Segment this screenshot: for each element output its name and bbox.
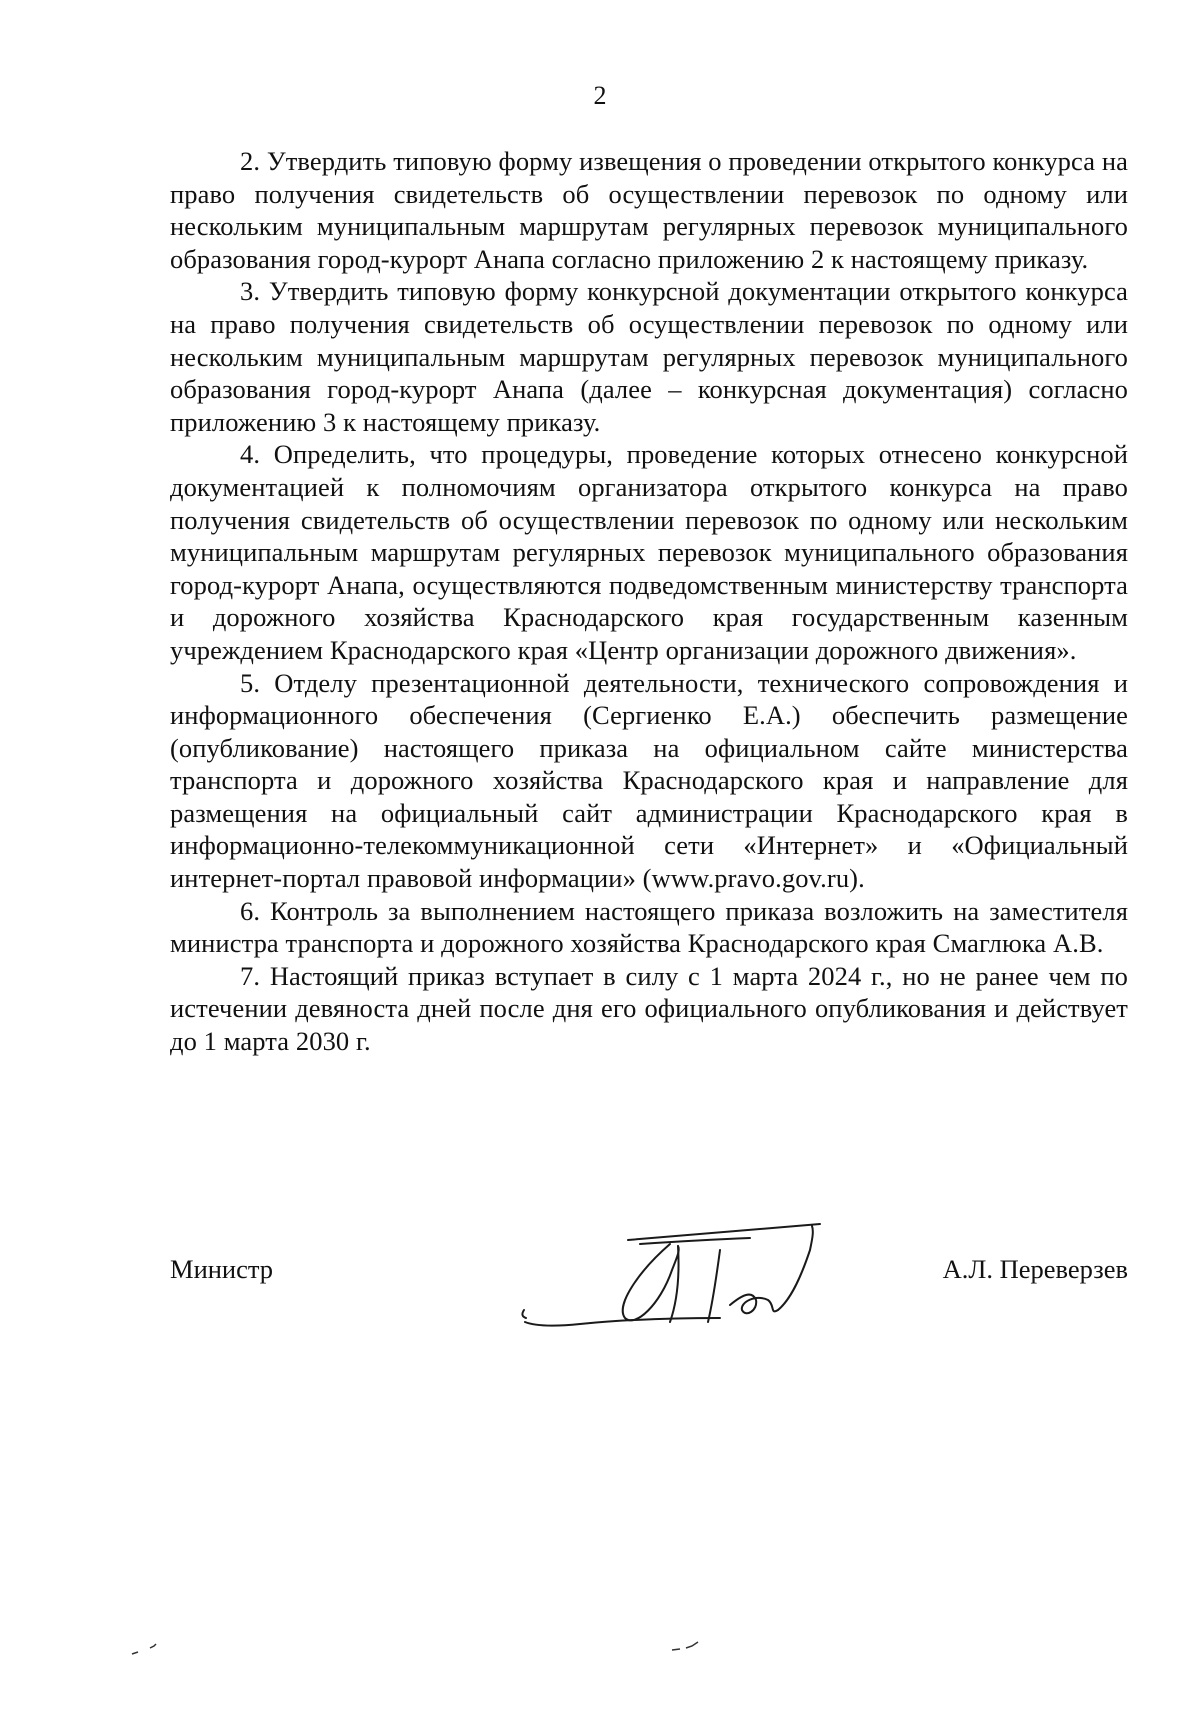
paragraph-4: 4. Определить, что процедуры, проведение которых отнесено конкурсной документацией к полномочиям организатора открытого конкурса на право получения свидетельств об осуществлении перевозок по одному или нескольким муниципальным маршрутам регулярных перевозок муниципального образования город-курорт Анапа, осуществляются подведомственным министерству транспорта и дорожного хозяйства Краснодарского края государственным казенным учреждением Краснодарского края «Центр организации дорожного движения». <box>170 439 1128 665</box>
signatory-title: Министр <box>170 1254 274 1284</box>
paragraph-5: 5. Отделу презентационной деятельности, технического сопровождения и информационного обеспечения (Сергиенко Е.А.) обеспечить размещение (опубликование) настоящего приказа на официальном сайте министерства транспорта и дорожного хозяйства Краснодарского края и направление для размещения на официальный сайт администрации Краснодарского края в информационно-телекоммуникационной сети «Интернет» и «Официальный интернет-портал правовой информации» (www.pravo.gov.ru). <box>170 667 1128 894</box>
signatory-name: А.Л. Переверзев <box>942 1254 1128 1284</box>
handwritten-signature <box>520 1210 880 1340</box>
page-number: 2 <box>593 81 607 110</box>
paragraph-6: 6. Контроль за выполнением настоящего приказа возложить на заместителя министра транспорта и дорожного хозяйства Краснодарского края Смаглюка А.В. <box>170 895 1128 959</box>
paragraph-7: 7. Настоящий приказ вступает в силу с 1 марта 2024 г., но не ранее чем по истечении девяноста дней после дня его официального опубликования и действует до 1 марта 2030 г. <box>170 960 1128 1057</box>
scan-artifact-left <box>130 1640 170 1660</box>
signature-block <box>170 1240 1128 1360</box>
paragraph-3: 3. Утвердить типовую форму конкурсной документации открытого конкурса на право получения свидетельств об осуществлении перевозок по одному или нескольким муниципальным маршрутам регулярных перевозок муниципального образования город-курорт Анапа (далее – конкурсная документация) согласно приложению 3 к настоящему приказу. <box>170 276 1128 437</box>
paragraph-2: 2. Утвердить типовую форму извещения о проведении открытого конкурса на право получения свидетельств об осуществлении перевозок по одному или нескольким муниципальным маршрутам регулярных перевозок муниципального образования город-курорт Анапа согласно приложению 2 к настоящему приказу. <box>170 146 1128 274</box>
document-body <box>170 145 1128 1058</box>
scan-artifact-center <box>670 1636 710 1656</box>
